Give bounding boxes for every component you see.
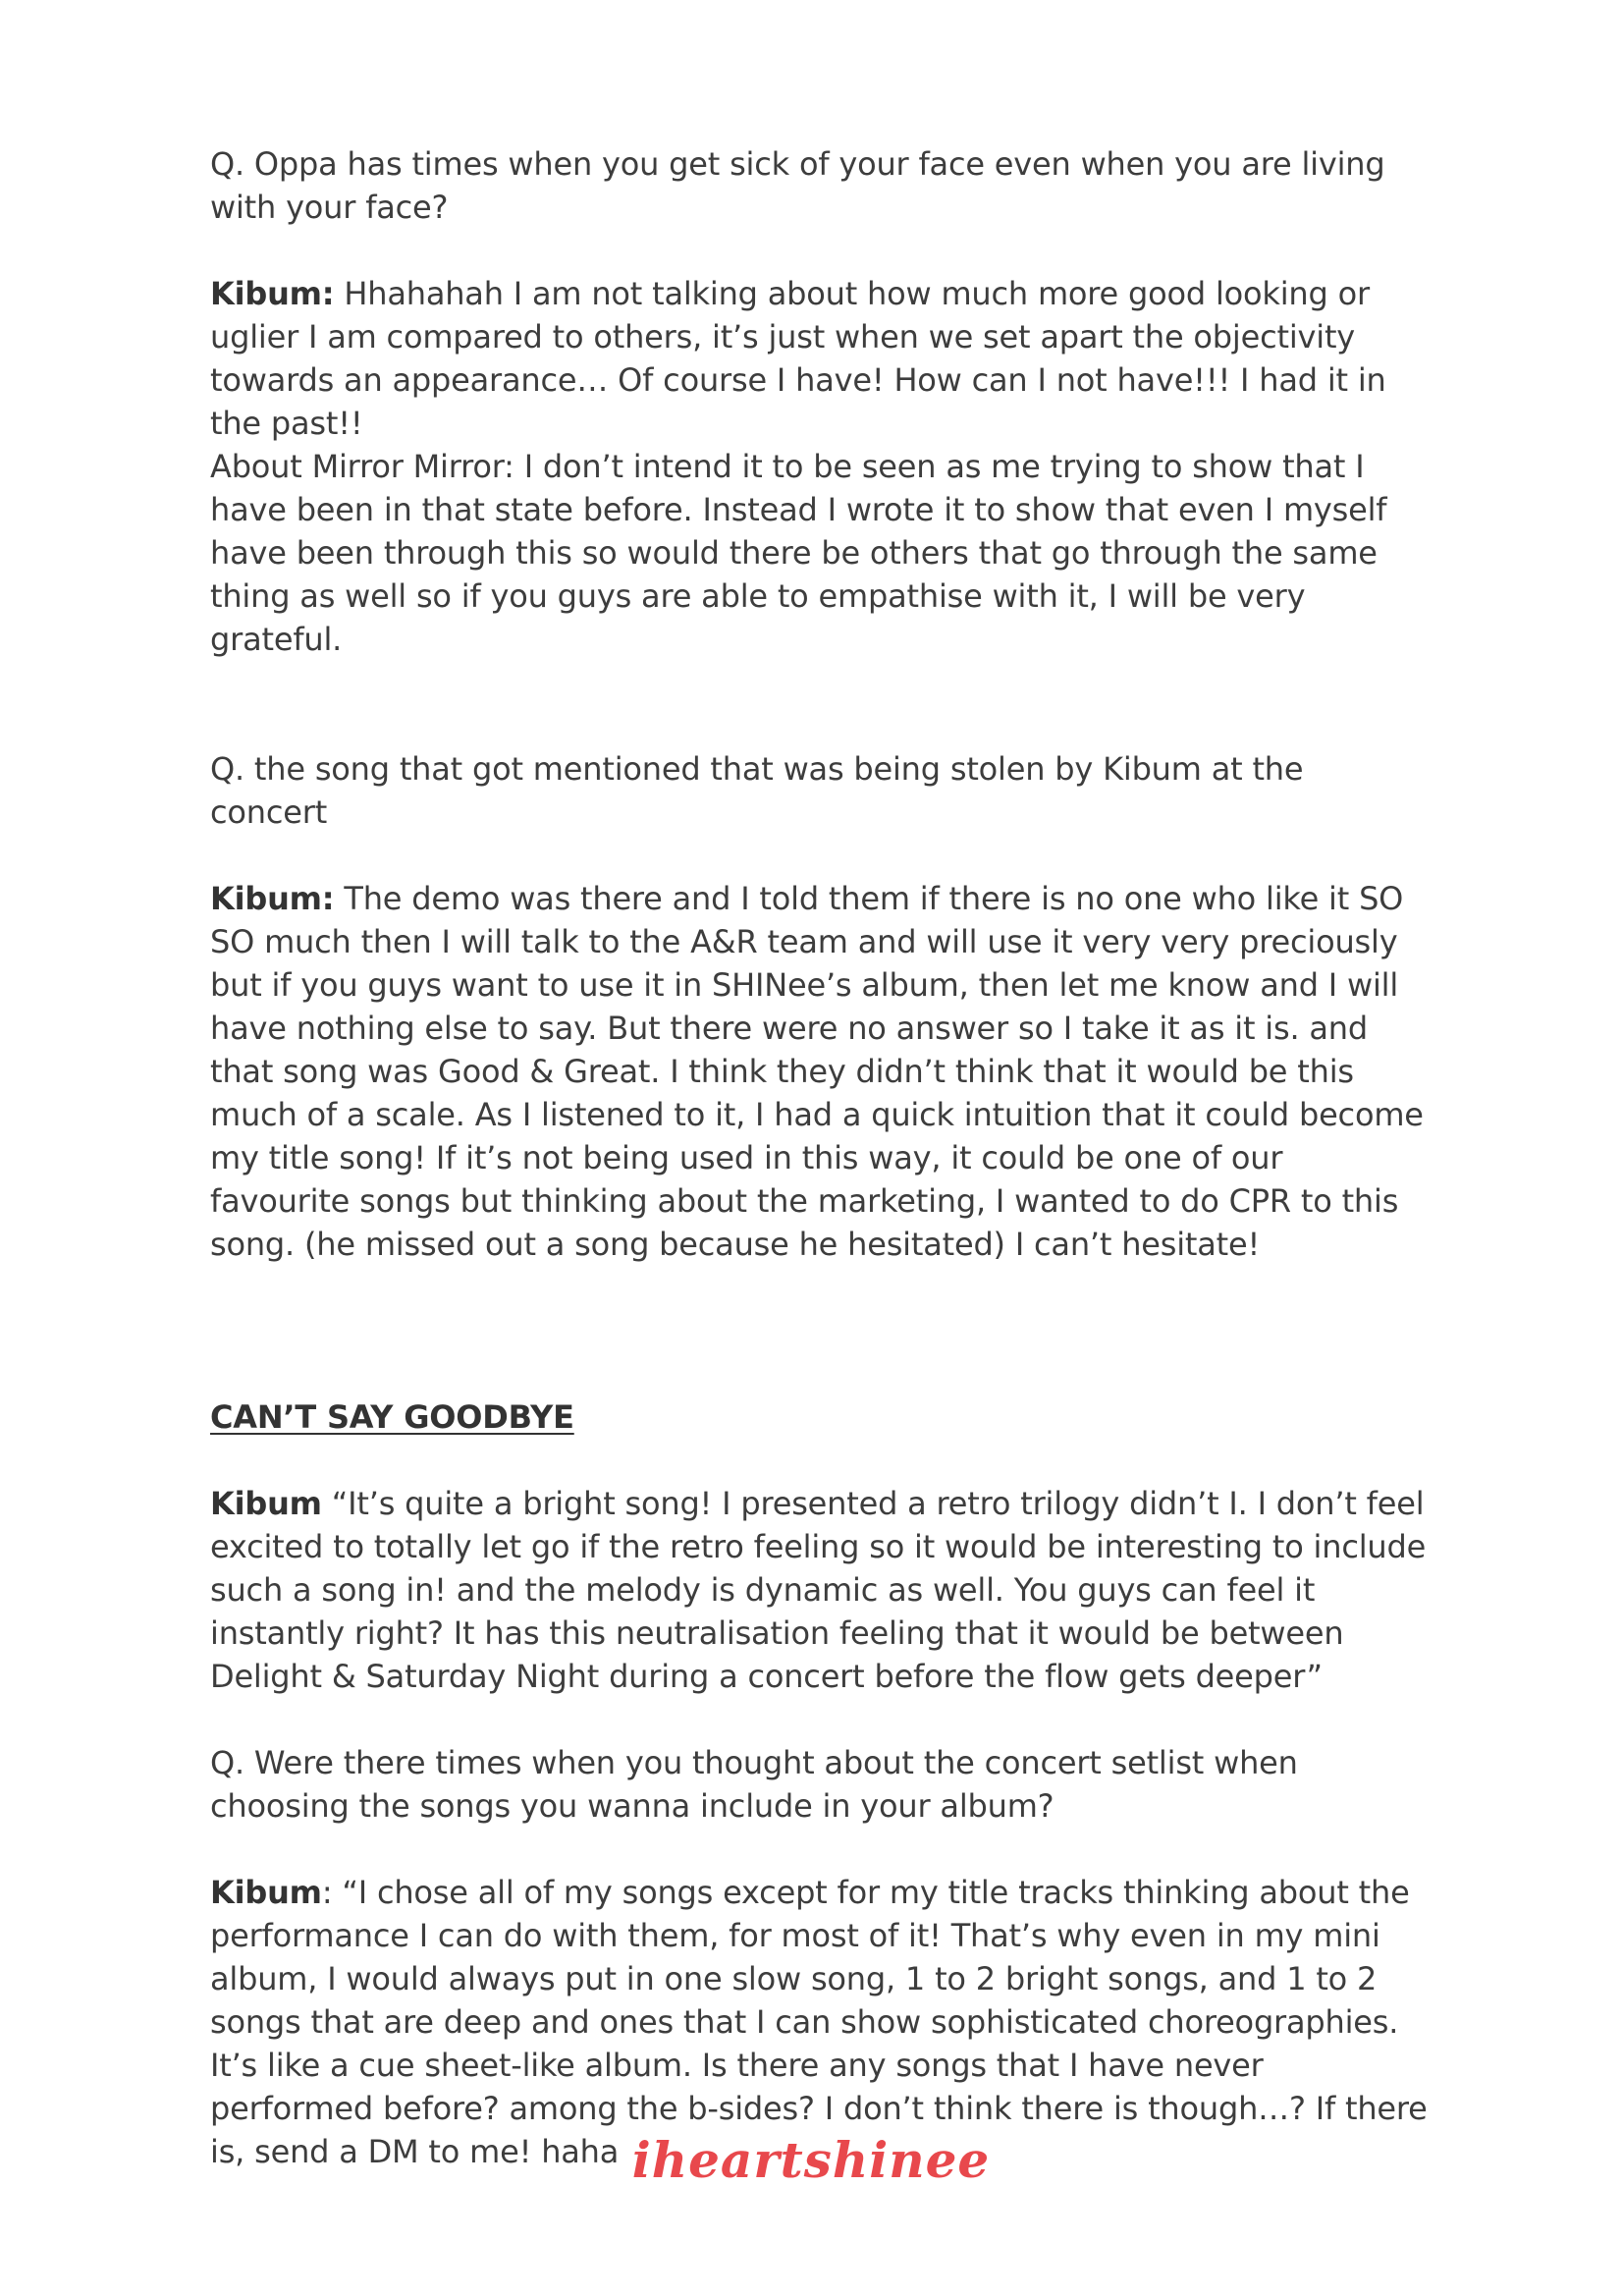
speaker-label: Kibum <box>210 1874 322 1911</box>
answer-cant-say-goodbye <box>210 1482 1428 1698</box>
spacer <box>210 1266 1428 1395</box>
spacer <box>210 1698 1428 1741</box>
question-stolen-song: Q. the song that got mentioned that was being stolen by Kibum at the concert <box>210 750 1304 831</box>
speaker-label: Kibum: <box>210 880 335 917</box>
spacer <box>210 1828 1428 1871</box>
section-heading: CAN’T SAY GOODBYE <box>210 1398 574 1436</box>
answer-setlist <box>210 1871 1428 2173</box>
question-face: Q. Oppa has times when you get sick of your face even when you are living with your face? <box>210 145 1385 226</box>
answer-text: : “I chose all of my songs except for my title tracks thinking about the performance I can do with them, for most of it! That’s why even in my mini album, I would always put in one slow song, 1 to 2 bright songs, and 1 to 2 songs that are deep and ones that I can show sophisticated choreographies. It’s like a cue sheet-like album. Is there any songs that I have never performed before? among the b-sides? I don’t think there is though…? If there is, send a DM to me! haha <box>210 1874 1428 2170</box>
spacer <box>210 229 1428 272</box>
mirror-mirror-note: About Mirror Mirror: I don’t intend it to be seen as me trying to show that I have been in that state before. Instead I wrote it to show that even I myself have been through this so would there be others that go through the same thing as well so if you guys are able to empathise with it, I will be very grateful. <box>210 448 1387 658</box>
iheartshinee-logo: iheartshinee <box>631 2131 991 2189</box>
answer-text: Hhahahah I am not talking about how much more good looking or uglier I am compared to others, it’s just when we set apart the objectivity towards an appearance… Of course I have! How can I not have!!! I had it in the past!! <box>210 275 1386 442</box>
answer-face <box>210 272 1428 445</box>
answer-text: The demo was there and I told them if there is no one who like it SO SO much then I will talk to the A&R team and will use it very very preciously but if you guys want to use it in SHINee’s album, then let me know and I will have nothing else to say. But there were no answer so I take it as it is. and that song was Good & Great. I think they didn’t think that it would be this much of a scale. As I listened to it, I had a quick intuition that it could become my title song! If it’s not being used in this way, it could be one of our favourite songs but thinking about the marketing, I wanted to do CPR to this song. (he missed out a song because he hesitated) I can’t hesitate! <box>210 880 1424 1263</box>
speaker-label: Kibum: <box>210 275 335 312</box>
spacer <box>210 1439 1428 1482</box>
spacer <box>210 661 1428 747</box>
answer-stolen-song <box>210 877 1428 1266</box>
question-setlist: Q. Were there times when you thought about the concert setlist when choosing the songs you wanna include in your album? <box>210 1744 1298 1825</box>
answer-text: “It’s quite a bright song! I presented a retro trilogy didn’t I. I don’t feel excited to totally let go if the retro feeling so it would be interesting to include such a song in! and the melody is dynamic as well. You guys can feel it instantly right? It has this neutralisation feeling that it would be between Delight & Saturday Night during a concert before the flow gets deeper” <box>210 1485 1427 1695</box>
spacer <box>210 834 1428 877</box>
speaker-label: Kibum <box>210 1485 322 1522</box>
document-body <box>210 142 1428 2173</box>
